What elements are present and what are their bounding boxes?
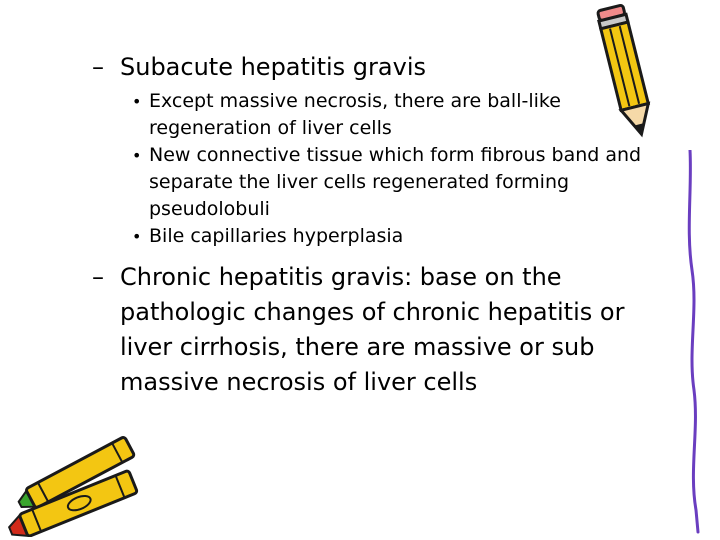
sub-bullet-connective-tissue	[92, 142, 652, 223]
sub-bullet-text: Bile capillaries hyperplasia	[149, 225, 404, 247]
bullet-text: Subacute hepatitis gravis	[120, 53, 426, 81]
dash-marker: –	[92, 263, 104, 291]
bullet-text: Chronic hepatitis gravis: base on the pathologic changes of chronic hepatitis or liver cirrhosis, there are massive or sub massive necrosis of liver cells	[120, 263, 625, 396]
sub-bullet-text: New connective tissue which form fibrous band and separate the liver cells regenerated forming pseudolobuli	[149, 144, 642, 220]
bullet-marker: •	[132, 92, 142, 111]
dash-marker: –	[92, 53, 104, 81]
crayons-clipart-icon	[0, 425, 160, 537]
sub-bullet-text: Except massive necrosis, there are ball-like regeneration of liver cells	[149, 90, 561, 139]
bullet-chronic-hepatitis	[92, 260, 652, 400]
sub-bullet-bile-capillaries	[92, 223, 652, 250]
sub-bullet-list	[92, 88, 652, 250]
bullet-subacute-hepatitis	[92, 50, 652, 84]
purple-scribble-line	[672, 150, 712, 535]
bullet-marker: •	[132, 227, 142, 246]
sub-bullet-regeneration	[92, 88, 652, 142]
slide-content	[92, 50, 652, 400]
bullet-marker: •	[132, 146, 142, 165]
